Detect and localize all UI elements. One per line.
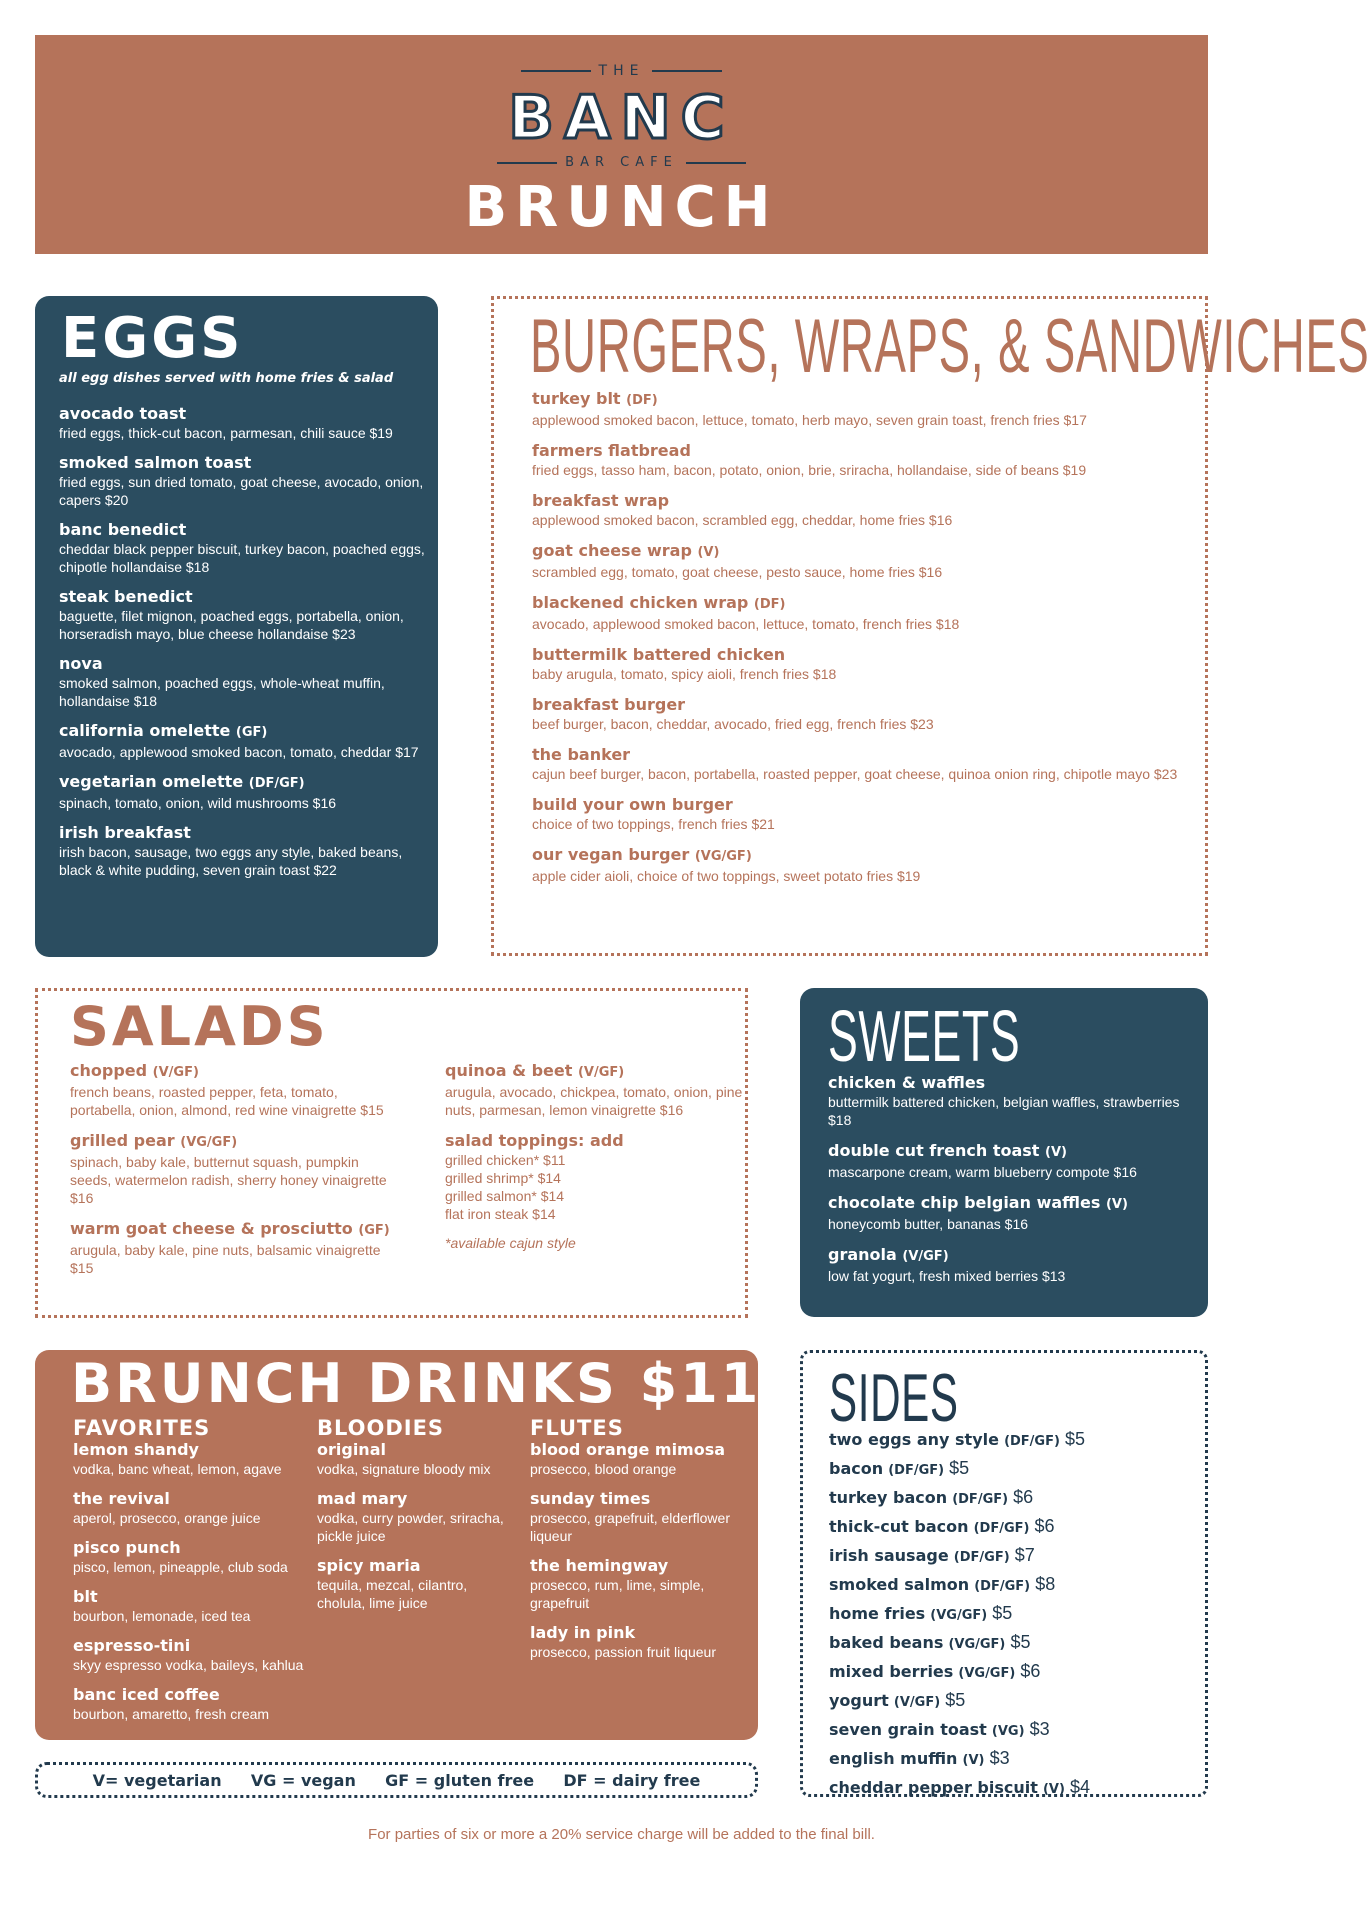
menu-item-description: spinach, tomato, onion, wild mushrooms $16: [59, 795, 337, 811]
menu-item-name: the revival: [73, 1489, 170, 1508]
salad-toppings-title: salad toppings: add: [445, 1131, 624, 1150]
menu-item-name: vegetarian omelette: [59, 772, 244, 791]
side-item-name: baked beans: [829, 1633, 944, 1652]
dietary-tag: (DF/GF): [953, 1550, 1010, 1565]
dietary-tag: (DF): [626, 393, 658, 408]
menu-item-name: build your own burger: [532, 795, 733, 814]
legend-vegetarian: V= vegetarian: [92, 1770, 222, 1790]
menu-item-description: scrambled egg, tomato, goat cheese, pesto sauce, home fries $16: [532, 564, 943, 580]
side-item-price: $6: [1013, 1487, 1034, 1507]
menu-item-description: vodka, signature bloody mix: [317, 1461, 491, 1477]
menu-item-name-line: [317, 1440, 517, 1460]
menu-item-name: granola: [828, 1245, 897, 1264]
side-item-price: $6: [1020, 1661, 1041, 1681]
menu-item-description: skyy espresso vodka, baileys, kahlua: [73, 1657, 304, 1673]
menu-item-description: fried eggs, tasso ham, bacon, potato, onion, brie, sriracha, hollandaise, side of beans $19: [532, 462, 1087, 478]
menu-item-description: avocado, applewood smoked bacon, lettuce, tomato, french fries $18: [532, 616, 960, 632]
menu-item-name-line: [59, 453, 429, 473]
menu-item-name-line: [445, 1061, 745, 1083]
dietary-tag: (V/GF): [893, 1695, 941, 1710]
side-item-price: $3: [1029, 1719, 1050, 1739]
burgers-list: [532, 389, 1202, 897]
menu-item-name-line: [530, 1623, 750, 1643]
menu-item-name-line: [530, 1440, 750, 1460]
drinks-favorites: [73, 1416, 313, 1734]
menu-item: [530, 1623, 750, 1661]
menu-item-name: chopped: [70, 1061, 148, 1080]
side-item: [829, 1715, 1199, 1744]
side-item-name: yogurt: [829, 1691, 889, 1710]
menu-item-description: fried eggs, sun dried tomato, goat cheese, avocado, onion, capers $20: [59, 474, 424, 508]
side-item-price: $6: [1034, 1516, 1055, 1536]
sides-list: [829, 1425, 1199, 1802]
dietary-tag: (DF/GF): [952, 1492, 1009, 1507]
side-item-price: $5: [1010, 1632, 1031, 1652]
menu-item-description: baguette, filet mignon, poached eggs, portabella, onion, horseradish mayo, blue cheese hollandaise $23: [59, 608, 404, 642]
menu-item-name-line: [828, 1141, 1198, 1163]
menu-item-description: applewood smoked bacon, scrambled egg, cheddar, home fries $16: [532, 512, 953, 528]
flutes-heading: FLUTES: [530, 1416, 624, 1440]
dietary-tag: (V/GF): [152, 1065, 199, 1080]
dietary-tag: (VG/GF): [958, 1666, 1016, 1681]
menu-item: [73, 1685, 313, 1723]
menu-item-name-line: [59, 520, 429, 540]
menu-item-description: vodka, curry powder, sriracha, pickle juice: [317, 1510, 504, 1544]
menu-item-name: steak benedict: [59, 587, 193, 606]
sides-section: [800, 1350, 1208, 1797]
menu-item-name: irish breakfast: [59, 823, 191, 842]
menu-item-name-line: [317, 1556, 517, 1576]
menu-item-name: blackened chicken wrap: [532, 593, 749, 612]
sweets-title: SWEETS: [828, 997, 1021, 1077]
menu-item-name-line: [59, 587, 429, 607]
burgers-title: BURGERS, WRAPS, & SANDWICHES: [530, 304, 1369, 389]
menu-item: [828, 1141, 1198, 1181]
menu-item-name: buttermilk battered chicken: [532, 645, 786, 664]
dietary-legend: [35, 1762, 758, 1798]
eggs-list: [59, 404, 429, 890]
dietary-tag: (DF/GF): [248, 776, 305, 791]
side-item-name: home fries: [829, 1604, 926, 1623]
menu-item-name-line: [70, 1219, 400, 1241]
menu-item-description: french beans, roasted pepper, feta, tomato, portabella, onion, almond, red wine vinaigrette $15: [70, 1084, 384, 1118]
menu-item-name-line: [73, 1440, 313, 1460]
menu-item-name: california omelette: [59, 721, 231, 740]
menu-item-name: mad mary: [317, 1489, 408, 1508]
logo-bar-cafe: BAR CAFE: [35, 155, 1208, 170]
menu-item: [532, 441, 1202, 479]
menu-item: [532, 795, 1202, 833]
menu-item: [59, 772, 429, 812]
menu-item: [59, 520, 429, 576]
side-item: [829, 1744, 1199, 1773]
menu-item-name-line: [59, 823, 429, 843]
menu-item-name: warm goat cheese & prosciutto: [70, 1219, 353, 1238]
dietary-tag: (DF/GF): [888, 1463, 945, 1478]
salad-toppings-list: [445, 1151, 745, 1223]
menu-item-name: spicy maria: [317, 1556, 421, 1575]
menu-item: [317, 1489, 517, 1545]
menu-item-description: prosecco, rum, lime, simple, grapefruit: [530, 1577, 705, 1611]
side-item: [829, 1512, 1199, 1541]
side-item-name: bacon: [829, 1459, 884, 1478]
menu-item-name-line: [532, 593, 1202, 615]
menu-item: [73, 1489, 313, 1527]
dietary-tag: (VG/GF): [180, 1135, 238, 1150]
salads-column-2: [445, 1061, 745, 1251]
dietary-tag: (VG/GF): [694, 849, 752, 864]
menu-item-description: irish bacon, sausage, two eggs any style, baked beans, black & white pudding, seven grain toast $22: [59, 844, 403, 878]
menu-item: [532, 389, 1202, 429]
menu-item-name: lemon shandy: [73, 1440, 199, 1459]
menu-item-description: tequila, mezcal, cilantro, cholula, lime juice: [317, 1577, 468, 1611]
menu-item-description: smoked salmon, poached eggs, whole-wheat muffin, hollandaise $18: [59, 675, 385, 709]
menu-item: [59, 587, 429, 643]
menu-item: [73, 1538, 313, 1576]
sweets-list: [828, 1073, 1198, 1297]
menu-item-description: apple cider aioli, choice of two toppings, sweet potato fries $19: [532, 868, 921, 884]
menu-item-description: bourbon, lemonade, iced tea: [73, 1608, 251, 1624]
menu-item-description: mascarpone cream, warm blueberry compote $16: [828, 1164, 1137, 1180]
menu-item-name-line: [828, 1073, 1198, 1093]
menu-item-name: blood orange mimosa: [530, 1440, 726, 1459]
menu-item-description: cheddar black pepper biscuit, turkey bacon, poached eggs, chipotle hollandaise $18: [59, 541, 425, 575]
drinks-section: [35, 1350, 762, 1740]
menu-item-name: the hemingway: [530, 1556, 669, 1575]
menu-item-description: fried eggs, thick-cut bacon, parmesan, chili sauce $19: [59, 425, 393, 441]
dietary-tag: (GF): [235, 725, 268, 740]
menu-item-name: our vegan burger: [532, 845, 690, 864]
menu-item-name: turkey blt: [532, 389, 621, 408]
menu-item: [828, 1073, 1198, 1129]
menu-item-description: choice of two toppings, french fries $21: [532, 816, 775, 832]
menu-item: [532, 695, 1202, 733]
menu-item-name-line: [70, 1131, 400, 1153]
menu-item-name-line: [828, 1193, 1198, 1215]
menu-item: [70, 1061, 400, 1119]
menu-item: [530, 1556, 750, 1612]
side-item: [829, 1541, 1199, 1570]
eggs-title: EGGS: [61, 306, 244, 371]
menu-item-name-line: [530, 1556, 750, 1576]
salads-column-1: [70, 1061, 400, 1289]
menu-item: [73, 1636, 313, 1674]
menu-item-description: aperol, prosecco, orange juice: [73, 1510, 261, 1526]
menu-item-description: cajun beef burger, bacon, portabella, roasted pepper, goat cheese, quinoa onion ring, chipotle mayo $23: [532, 766, 1178, 782]
menu-item: [73, 1440, 313, 1478]
menu-item-name: banc iced coffee: [73, 1685, 220, 1704]
side-item: [829, 1686, 1199, 1715]
eggs-note: all egg dishes served with home fries & salad: [59, 371, 394, 386]
salad-toppings: [445, 1131, 745, 1223]
side-item: [829, 1657, 1199, 1686]
menu-item: [532, 541, 1202, 581]
menu-item: [59, 453, 429, 509]
menu-item-name: the banker: [532, 745, 631, 764]
menu-item-description: beef burger, bacon, cheddar, avocado, fried egg, french fries $23: [532, 716, 934, 732]
service-charge-note: For parties of six or more a 20% service charge will be added to the final bill.: [368, 1826, 875, 1843]
burgers-section: [491, 296, 1369, 956]
side-item-price: $5: [1065, 1429, 1086, 1449]
menu-item: [73, 1587, 313, 1625]
menu-item-description: arugula, baby kale, pine nuts, balsamic vinaigrette $15: [70, 1242, 381, 1276]
menu-item-name: quinoa & beet: [445, 1061, 573, 1080]
menu-item-name-line: [532, 745, 1202, 765]
side-item: [829, 1570, 1199, 1599]
menu-item-name-line: [59, 721, 429, 743]
side-item-name: irish sausage: [829, 1546, 949, 1565]
menu-item: [317, 1440, 517, 1478]
menu-item-name: breakfast burger: [532, 695, 686, 714]
dietary-tag: (DF): [753, 597, 786, 612]
dietary-tag: (V/GF): [902, 1249, 949, 1264]
legend-dairy-free: DF = dairy free: [563, 1770, 701, 1790]
menu-item-name-line: [59, 772, 429, 794]
menu-item-name-line: [73, 1587, 313, 1607]
dietary-tag: (V/GF): [577, 1065, 625, 1080]
menu-item: [532, 491, 1202, 529]
side-item: [829, 1425, 1199, 1454]
menu-item-name-line: [59, 654, 429, 674]
menu-item-name: nova: [59, 654, 103, 673]
eggs-section: [35, 296, 438, 957]
side-item-price: $5: [949, 1458, 970, 1478]
menu-item: [530, 1489, 750, 1545]
side-item: [829, 1454, 1199, 1483]
menu-item-description: vodka, banc wheat, lemon, agave: [73, 1461, 282, 1477]
menu-item-description: baby arugula, tomato, spicy aioli, french fries $18: [532, 666, 837, 682]
menu-item-name: chocolate chip belgian waffles: [828, 1193, 1101, 1212]
legend-gluten-free: GF = gluten free: [385, 1770, 535, 1790]
menu-item-name-line: [828, 1245, 1198, 1267]
menu-item-description: buttermilk battered chicken, belgian waffles, strawberries $18: [828, 1094, 1180, 1128]
menu-item-name-line: [532, 695, 1202, 715]
sweets-section: [800, 988, 1208, 1317]
page-title: BRUNCH: [464, 175, 779, 240]
dietary-tag: (V): [962, 1753, 985, 1768]
menu-item-name: sunday times: [530, 1489, 651, 1508]
menu-item-name-line: [317, 1489, 517, 1509]
side-item: [829, 1483, 1199, 1512]
topping-option: grilled salmon* $14: [445, 1188, 565, 1204]
side-item-price: $5: [992, 1603, 1013, 1623]
menu-item-description: pisco, lemon, pineapple, club soda: [73, 1559, 288, 1575]
menu-item-description: low fat yogurt, fresh mixed berries $13: [828, 1268, 1066, 1284]
menu-header: [35, 35, 1208, 254]
dietary-tag: (V): [1042, 1782, 1065, 1797]
menu-item-name: pisco punch: [73, 1538, 181, 1557]
dietary-tag: (DF/GF): [1004, 1434, 1060, 1449]
drinks-title: BRUNCH DRINKS $11: [71, 1352, 762, 1415]
topping-option: grilled shrimp* $14: [445, 1170, 561, 1186]
side-item-name: thick-cut bacon: [829, 1517, 969, 1536]
menu-item: [59, 823, 429, 879]
menu-item-name-line: [532, 845, 1202, 867]
side-item-name: turkey bacon: [829, 1488, 948, 1507]
menu-item-name: avocado toast: [59, 404, 187, 423]
side-item-name: seven grain toast: [829, 1720, 987, 1739]
menu-item-description: prosecco, grapefruit, elderflower liqueur: [530, 1510, 730, 1544]
menu-item-name-line: [532, 491, 1202, 511]
menu-item: [59, 721, 429, 761]
menu-item-name-line: [532, 645, 1202, 665]
menu-item: [532, 593, 1202, 633]
menu-item-name: double cut french toast: [828, 1141, 1040, 1160]
cajun-note: *available cajun style: [445, 1235, 576, 1251]
menu-item-description: avocado, applewood smoked bacon, tomato, cheddar $17: [59, 744, 419, 760]
menu-item-name: chicken & waffles: [828, 1073, 986, 1092]
menu-item-description: bourbon, amaretto, fresh cream: [73, 1706, 270, 1722]
menu-item-name-line: [532, 541, 1202, 563]
menu-item-name-line: [532, 389, 1202, 411]
dietary-tag: (V): [1045, 1145, 1067, 1160]
bloodies-heading: BLOODIES: [317, 1416, 445, 1440]
menu-item: [532, 845, 1202, 885]
menu-item-description: spinach, baby kale, butternut squash, pumpkin seeds, watermelon radish, sherry honey vinaigrette $16: [70, 1154, 387, 1206]
dietary-tag: (VG): [991, 1724, 1025, 1739]
menu-item-name: original: [317, 1440, 386, 1459]
favorites-heading: FAVORITES: [73, 1416, 211, 1440]
side-item-price: $3: [989, 1748, 1010, 1768]
topping-option: grilled chicken* $11: [445, 1152, 566, 1168]
drinks-bloodies: [317, 1416, 517, 1623]
menu-item-name-line: [532, 795, 1202, 815]
menu-item-name: espresso-tini: [73, 1636, 191, 1655]
side-item-name: smoked salmon: [829, 1575, 970, 1594]
menu-item-name-line: [70, 1061, 400, 1083]
menu-item-description: applewood smoked bacon, lettuce, tomato, herb mayo, seven grain toast, french fries $17: [532, 412, 1087, 428]
dietary-tag: (VG/GF): [930, 1608, 988, 1623]
topping-option: flat iron steak $14: [445, 1206, 556, 1222]
menu-item-name-line: [530, 1489, 750, 1509]
side-item-price: $4: [1070, 1777, 1091, 1797]
salads-section: [35, 988, 748, 1318]
dietary-tag: (DF/GF): [974, 1579, 1031, 1594]
dietary-tag: (GF): [358, 1223, 390, 1238]
dietary-tag: (DF/GF): [973, 1521, 1030, 1536]
menu-item-name-line: [59, 404, 429, 424]
side-item-price: $8: [1035, 1574, 1056, 1594]
logo-banc: BANC: [508, 83, 735, 153]
menu-item: [530, 1440, 750, 1478]
menu-item-name: farmers flatbread: [532, 441, 691, 460]
side-item: [829, 1599, 1199, 1628]
dietary-tag: (V): [697, 545, 720, 560]
drinks-flutes: [530, 1416, 750, 1672]
dietary-tag: (VG/GF): [948, 1637, 1006, 1652]
menu-item-description: arugula, avocado, chickpea, tomato, onion, pine nuts, parmesan, lemon vinaigrette $16: [445, 1084, 743, 1118]
menu-item: [317, 1556, 517, 1612]
side-item-price: $7: [1014, 1545, 1035, 1565]
legend-vegan: VG = vegan: [250, 1770, 356, 1790]
menu-item-name-line: [73, 1489, 313, 1509]
menu-item: [445, 1061, 745, 1119]
menu-item: [532, 645, 1202, 683]
menu-item-name: goat cheese wrap: [532, 541, 692, 560]
menu-item-name-line: [73, 1538, 313, 1558]
menu-item-name: blt: [73, 1587, 98, 1606]
side-item-name: two eggs any style: [829, 1430, 999, 1449]
side-item-name: mixed berries: [829, 1662, 954, 1681]
menu-item: [828, 1193, 1198, 1233]
menu-item-name-line: [73, 1636, 313, 1656]
side-item-name: english muffin: [829, 1749, 958, 1768]
menu-item-name: banc benedict: [59, 520, 187, 539]
side-item-price: $5: [945, 1690, 966, 1710]
salads-title: SALADS: [70, 995, 329, 1058]
menu-item-name: breakfast wrap: [532, 491, 670, 510]
side-item: [829, 1628, 1199, 1657]
menu-item: [828, 1245, 1198, 1285]
menu-item-description: prosecco, passion fruit liqueur: [530, 1644, 716, 1660]
side-item-name: cheddar pepper biscuit: [829, 1778, 1038, 1797]
menu-item: [59, 404, 429, 442]
menu-item-name: grilled pear: [70, 1131, 175, 1150]
side-item: [829, 1773, 1199, 1802]
logo-the: THE: [35, 63, 1208, 79]
sides-title: SIDES: [829, 1360, 959, 1436]
menu-item-description: honeycomb butter, bananas $16: [828, 1216, 1029, 1232]
menu-item: [70, 1131, 400, 1207]
dietary-tag: (V): [1105, 1197, 1128, 1212]
menu-item: [70, 1219, 400, 1277]
menu-item-description: prosecco, blood orange: [530, 1461, 677, 1477]
menu-item: [59, 654, 429, 710]
menu-item-name-line: [73, 1685, 313, 1705]
menu-item: [532, 745, 1202, 783]
menu-item-name: lady in pink: [530, 1623, 636, 1642]
menu-item-name-line: [532, 441, 1202, 461]
menu-item-name: smoked salmon toast: [59, 453, 252, 472]
